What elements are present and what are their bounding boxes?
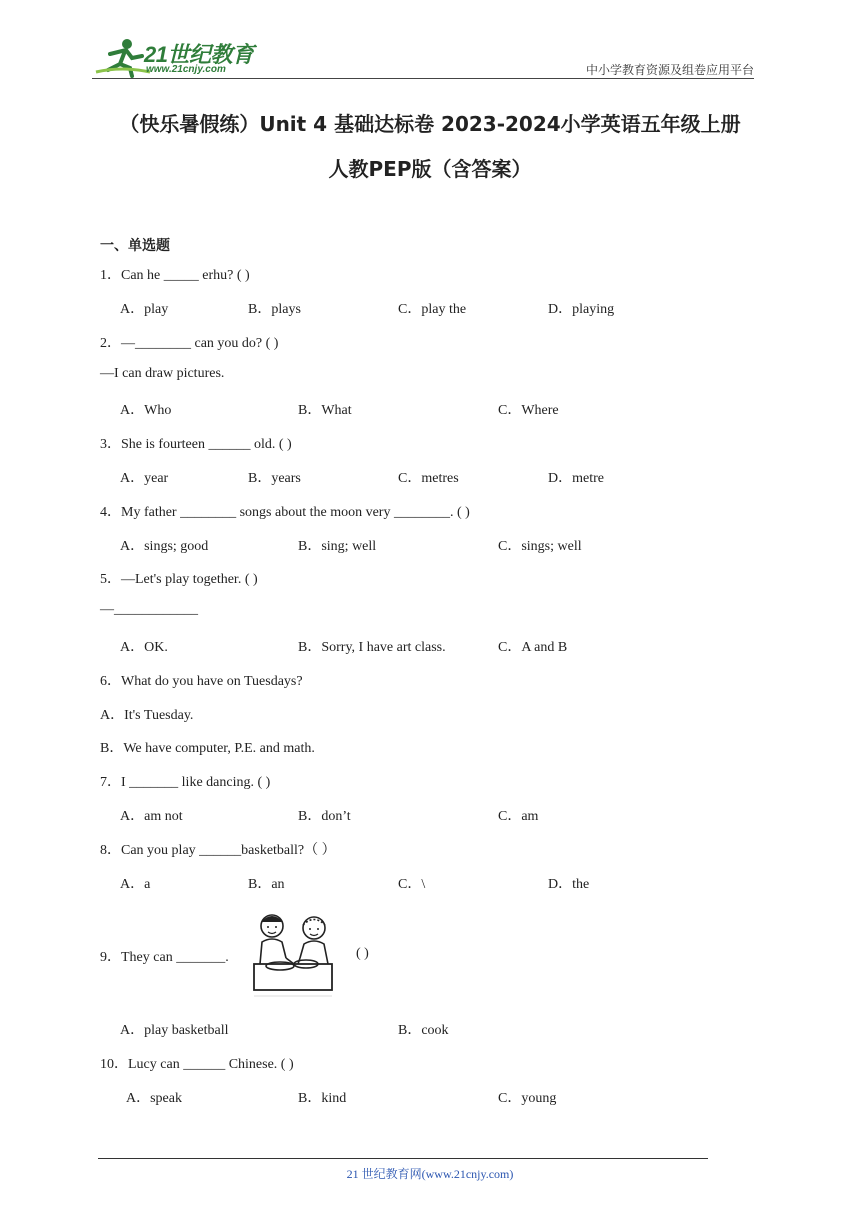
question-5-answer-line: —____________ xyxy=(100,602,198,617)
q1-option-b: B．plays xyxy=(248,302,301,317)
q3-option-c: C．metres xyxy=(398,471,459,486)
q1-option-c: C．play the xyxy=(398,302,467,317)
question-4: 4．My father ________ songs about the moon very ________. ( ) xyxy=(100,505,470,520)
q7-option-a: A．am not xyxy=(120,809,183,824)
q8-option-b: B．an xyxy=(248,877,285,892)
q2-option-a: A．Who xyxy=(120,403,172,418)
document-title-line1: （快乐暑假练）Unit 4 基础达标卷 2023-2024小学英语五年级上册 xyxy=(119,112,741,136)
q10-option-a: A．speak xyxy=(126,1091,182,1106)
question-1: 1．Can he _____ erhu? ( ) xyxy=(100,268,250,283)
q9-option-a: A．play basketball xyxy=(120,1023,229,1038)
q5-option-b: B．Sorry, I have art class. xyxy=(298,640,446,655)
running-man-icon xyxy=(92,36,152,78)
brand-name: 21世纪教育 xyxy=(144,42,254,67)
q5-option-a: A．OK. xyxy=(120,640,168,655)
q3-option-b: B．years xyxy=(248,471,301,486)
q5-option-c: C．A and B xyxy=(498,640,568,655)
q7-option-b: B．don’t xyxy=(298,809,351,824)
q6-option-a: A．It's Tuesday. xyxy=(100,708,194,723)
q8-option-d: D．the xyxy=(548,877,590,892)
q8-option-a: A．a xyxy=(120,877,151,892)
q3-option-d: D．metre xyxy=(548,471,604,486)
cooking-boys-illustration xyxy=(250,908,336,998)
question-2: 2．—________ can you do? ( ) xyxy=(100,336,279,351)
question-5: 5．—Let's play together. ( ) xyxy=(100,572,258,587)
q10-option-b: B．kind xyxy=(298,1091,347,1106)
footer-divider xyxy=(98,1158,708,1159)
question-3: 3．She is fourteen ______ old. ( ) xyxy=(100,437,292,452)
q4-option-b: B．sing; well xyxy=(298,539,377,554)
platform-label: 中小学教育资源及组卷应用平台 xyxy=(585,63,754,77)
q10-option-c: C．young xyxy=(498,1091,557,1106)
q4-option-a: A．sings; good xyxy=(120,539,209,554)
q7-option-c: C．am xyxy=(498,809,539,824)
q1-option-d: D．playing xyxy=(548,302,615,317)
q6-option-b: B．We have computer, P.E. and math. xyxy=(100,741,315,756)
q1-option-a: A．play xyxy=(120,302,169,317)
question-9-paren: ( ) xyxy=(356,946,369,961)
brand-url: www.21cnjy.com xyxy=(146,64,226,75)
question-7: 7．I _______ like dancing. ( ) xyxy=(100,775,271,790)
document-title-line2: 人教PEP版（含答案） xyxy=(328,157,532,181)
q4-option-c: C．sings; well xyxy=(498,539,582,554)
question-8: 8．Can you play ______basketball?（ ） xyxy=(100,843,336,858)
q9-option-b: B．cook xyxy=(398,1023,449,1038)
question-10: 10．Lucy can ______ Chinese. ( ) xyxy=(100,1057,294,1072)
q3-option-a: A．year xyxy=(120,471,169,486)
header-divider xyxy=(92,78,754,79)
footer-link[interactable]: 21 世纪教育网(www.21cnjy.com) xyxy=(346,1167,514,1181)
q2-option-c: C．Where xyxy=(498,403,559,418)
question-9: 9．They can _______. xyxy=(100,950,229,965)
q2-option-b: B．What xyxy=(298,403,352,418)
question-6: 6．What do you have on Tuesdays? xyxy=(100,674,303,689)
question-2-answer-line: —I can draw pictures. xyxy=(100,366,225,381)
q8-option-c: C．\ xyxy=(398,877,426,892)
section-title: 一、单选题 xyxy=(100,238,170,254)
